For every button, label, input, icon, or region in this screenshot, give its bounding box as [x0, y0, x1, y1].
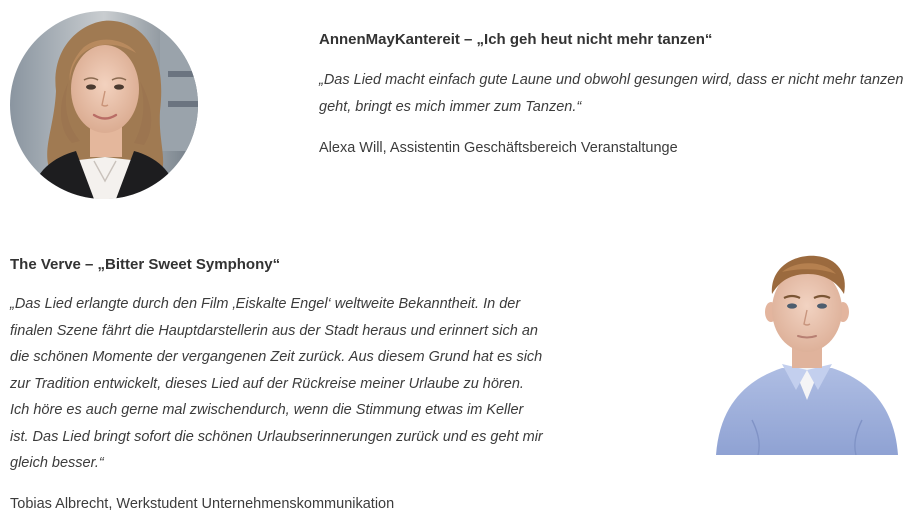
woman-portrait-icon	[10, 11, 198, 199]
testimonial-alexa-will	[0, 0, 913, 210]
testimonial-title: AnnenMayKantereit – „Ich geh heut nicht mehr tanzen“	[319, 31, 713, 48]
portrait-photo-alexa-will	[10, 11, 198, 199]
testimonial-author: Alexa Will, Assistentin Geschäftsbereich Veranstaltunge	[319, 140, 678, 156]
testimonial-tobias-albrecht	[0, 240, 913, 527]
man-portrait-icon	[712, 250, 902, 455]
testimonial-author: Tobias Albrecht, Werkstudent Unternehmenskommunikation	[10, 496, 395, 512]
testimonial-title: The Verve – „Bitter Sweet Symphony“	[10, 256, 281, 273]
testimonial-quote: „Das Lied erlangte durch den Film ‚Eiskalte Engel‘ weltweite Bekanntheit. In der finalen Szene fährt die Hauptdarstellerin aus der Stadt heraus und erinnert sich an die schönen Momente der vergangenen Zeit zurück. Aus diesem Grund hat es sich zur Tradition entwickelt, dieses Lied auf der Rückreise meiner Urlaube zu hören. Ich höre es auch gerne mal zwischendurch, wenn die Stimmung etwas im Keller ist. Das Lied bringt sofort die schönen Urlaubserinnerungen zurück und es geht mir gleich besser.“	[10, 296, 543, 471]
portrait-photo-tobias-albrecht	[712, 250, 902, 455]
testimonial-quote: „Das Lied macht einfach gute Laune und obwohl gesungen wird, dass er nicht mehr tanzen geht, bringt es mich immer zum Tanzen.“	[319, 72, 904, 115]
